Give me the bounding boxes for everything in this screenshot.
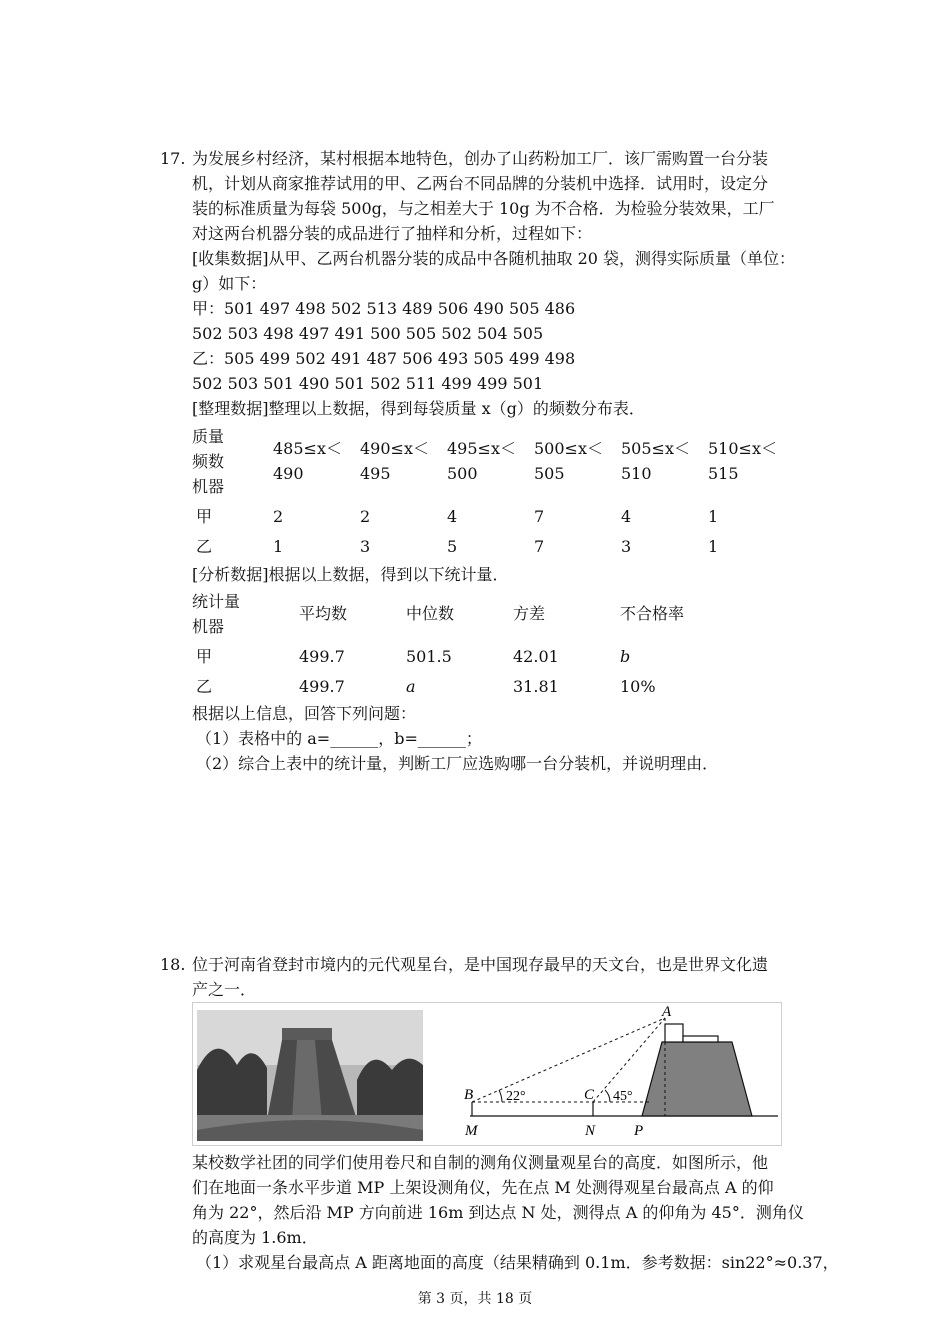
table-cell: 10% (620, 677, 656, 696)
q18-body-line: 的高度为 1.6m． (192, 1228, 318, 1247)
answer-prompt: 根据以上信息，回答下列问题： (192, 704, 417, 723)
point-label-A: A (662, 1004, 672, 1020)
table-cell: 499.7 (299, 677, 345, 696)
table-cell: 7 (534, 507, 545, 526)
stat-column-header: 不合格率 (620, 604, 685, 623)
interval-header: 495≤x＜ (447, 439, 516, 458)
table-cell: 1 (708, 507, 719, 526)
table-header-label: 质量 (192, 427, 225, 446)
table-cell: 4 (447, 507, 458, 526)
q17-intro-line: 对这两台机器分装的成品进行了抽样和分析，过程如下： (192, 224, 593, 243)
table-cell: a (406, 677, 416, 696)
q18-intro-line: 产之一． (192, 980, 257, 999)
row-machine: 甲 (196, 507, 213, 526)
table-cell: 42.01 (513, 647, 559, 666)
analyze-data-heading: [分析数据]根据以上数据，得到以下统计量． (192, 565, 509, 584)
interval-header: 490≤x＜ (360, 439, 429, 458)
table-cell: 3 (621, 537, 632, 556)
table-header-label: 机器 (192, 617, 225, 636)
table-cell: 31.81 (513, 677, 559, 696)
interval-header: 500≤x＜ (534, 439, 603, 458)
yi-data-line: 乙：505 499 502 491 487 506 493 505 499 498 (192, 349, 576, 368)
collect-data-unit: g）如下： (192, 274, 267, 293)
interval-header: 510≤x＜ (708, 439, 777, 458)
table-cell: 1 (273, 537, 284, 556)
point-label-B: B (464, 1087, 474, 1103)
interval-header: 515 (708, 464, 739, 483)
stat-column-header: 方差 (513, 604, 546, 623)
interval-header: 500 (447, 464, 478, 483)
table-cell: 2 (360, 507, 371, 526)
table-header-label: 频数 (192, 452, 225, 471)
interval-header: 495 (360, 464, 391, 483)
point-label-N: N (585, 1123, 596, 1139)
table-cell: 3 (360, 537, 371, 556)
table-cell: 1 (708, 537, 719, 556)
point-label-P: P (634, 1123, 644, 1139)
page-footer: 第 3 页，共 18 页 (417, 1291, 533, 1307)
sub-question: （2）综合上表中的统计量，判断工厂应选购哪一台分装机，并说明理由． (196, 754, 719, 773)
stat-column-header: 中位数 (406, 604, 455, 623)
table-cell: 4 (621, 507, 632, 526)
interval-header: 510 (621, 464, 652, 483)
sub-question: （1）求观星台最高点 A 距离地面的高度（结果精确到 0.1m．参考数据：sin22°≈0.37， (196, 1253, 839, 1272)
organize-data-heading: [整理数据]整理以上数据，得到每袋质量 x（g）的频数分布表． (192, 399, 645, 418)
table-header-label: 机器 (192, 477, 225, 496)
point-label-C: C (584, 1087, 595, 1103)
interval-header: 505≤x＜ (621, 439, 690, 458)
interval-header: 505 (534, 464, 565, 483)
q18-body-line: 角为 22°，然后沿 MP 方向前进 16m 到达点 N 处，测得点 A 的仰角为 45°．测角仪 (192, 1203, 804, 1222)
q17-intro-line: 机，计划从商家推荐试用的甲、乙两台不同品牌的分装机中选择．试用时，设定分 (192, 174, 769, 193)
interval-header: 490 (273, 464, 304, 483)
point-label-M: M (465, 1123, 478, 1139)
table-cell: 5 (447, 537, 458, 556)
stat-column-header: 平均数 (299, 604, 348, 623)
q18-body-line: 某校数学社团的同学们使用卷尺和自制的测角仪测量观星台的高度．如图所示，他 (192, 1153, 769, 1172)
observatory-photo (197, 1010, 423, 1141)
q17-intro-line: 为发展乡村经济，某村根据本地特色，创办了山药粉加工厂．该厂需购置一台分装 (192, 149, 769, 168)
sub-question: （1）表格中的 a=______，b=______； (196, 729, 482, 748)
angle-label: 22° (506, 1089, 526, 1104)
question-number: 18. (160, 955, 186, 974)
table-cell: 7 (534, 537, 545, 556)
jia-data-line: 甲：501 497 498 502 513 489 506 490 505 486 (192, 299, 576, 318)
question-number: 17. (160, 149, 186, 168)
table-header-label: 统计量 (192, 592, 241, 611)
yi-data-line: 502 503 501 490 501 502 511 499 499 501 (192, 374, 544, 393)
q18-body-line: 们在地面一条水平步道 MP 上架设测角仪，先在点 M 处测得观星台最高点 A 的仰 (192, 1178, 774, 1197)
measurement-diagram (450, 1002, 780, 1144)
table-cell: b (620, 647, 631, 666)
angle-label: 45° (613, 1089, 633, 1104)
interval-header: 485≤x＜ (273, 439, 342, 458)
q18-intro-line: 位于河南省登封市境内的元代观星台，是中国现存最早的天文台，也是世界文化遗 (192, 955, 769, 974)
q17-intro-line: 装的标准质量为每袋 500g，与之相差大于 10g 为不合格．为检验分装效果，工厂 (192, 199, 775, 218)
table-cell: 501.5 (406, 647, 452, 666)
jia-data-line: 502 503 498 497 491 500 505 502 504 505 (192, 324, 544, 343)
collect-data-heading: [收集数据]从甲、乙两台机器分装的成品中各随机抽取 20 袋，测得实际质量（单位： (192, 249, 796, 268)
row-machine: 乙 (196, 537, 213, 556)
row-machine: 乙 (196, 677, 213, 696)
table-cell: 2 (273, 507, 284, 526)
row-machine: 甲 (196, 647, 213, 666)
table-cell: 499.7 (299, 647, 345, 666)
